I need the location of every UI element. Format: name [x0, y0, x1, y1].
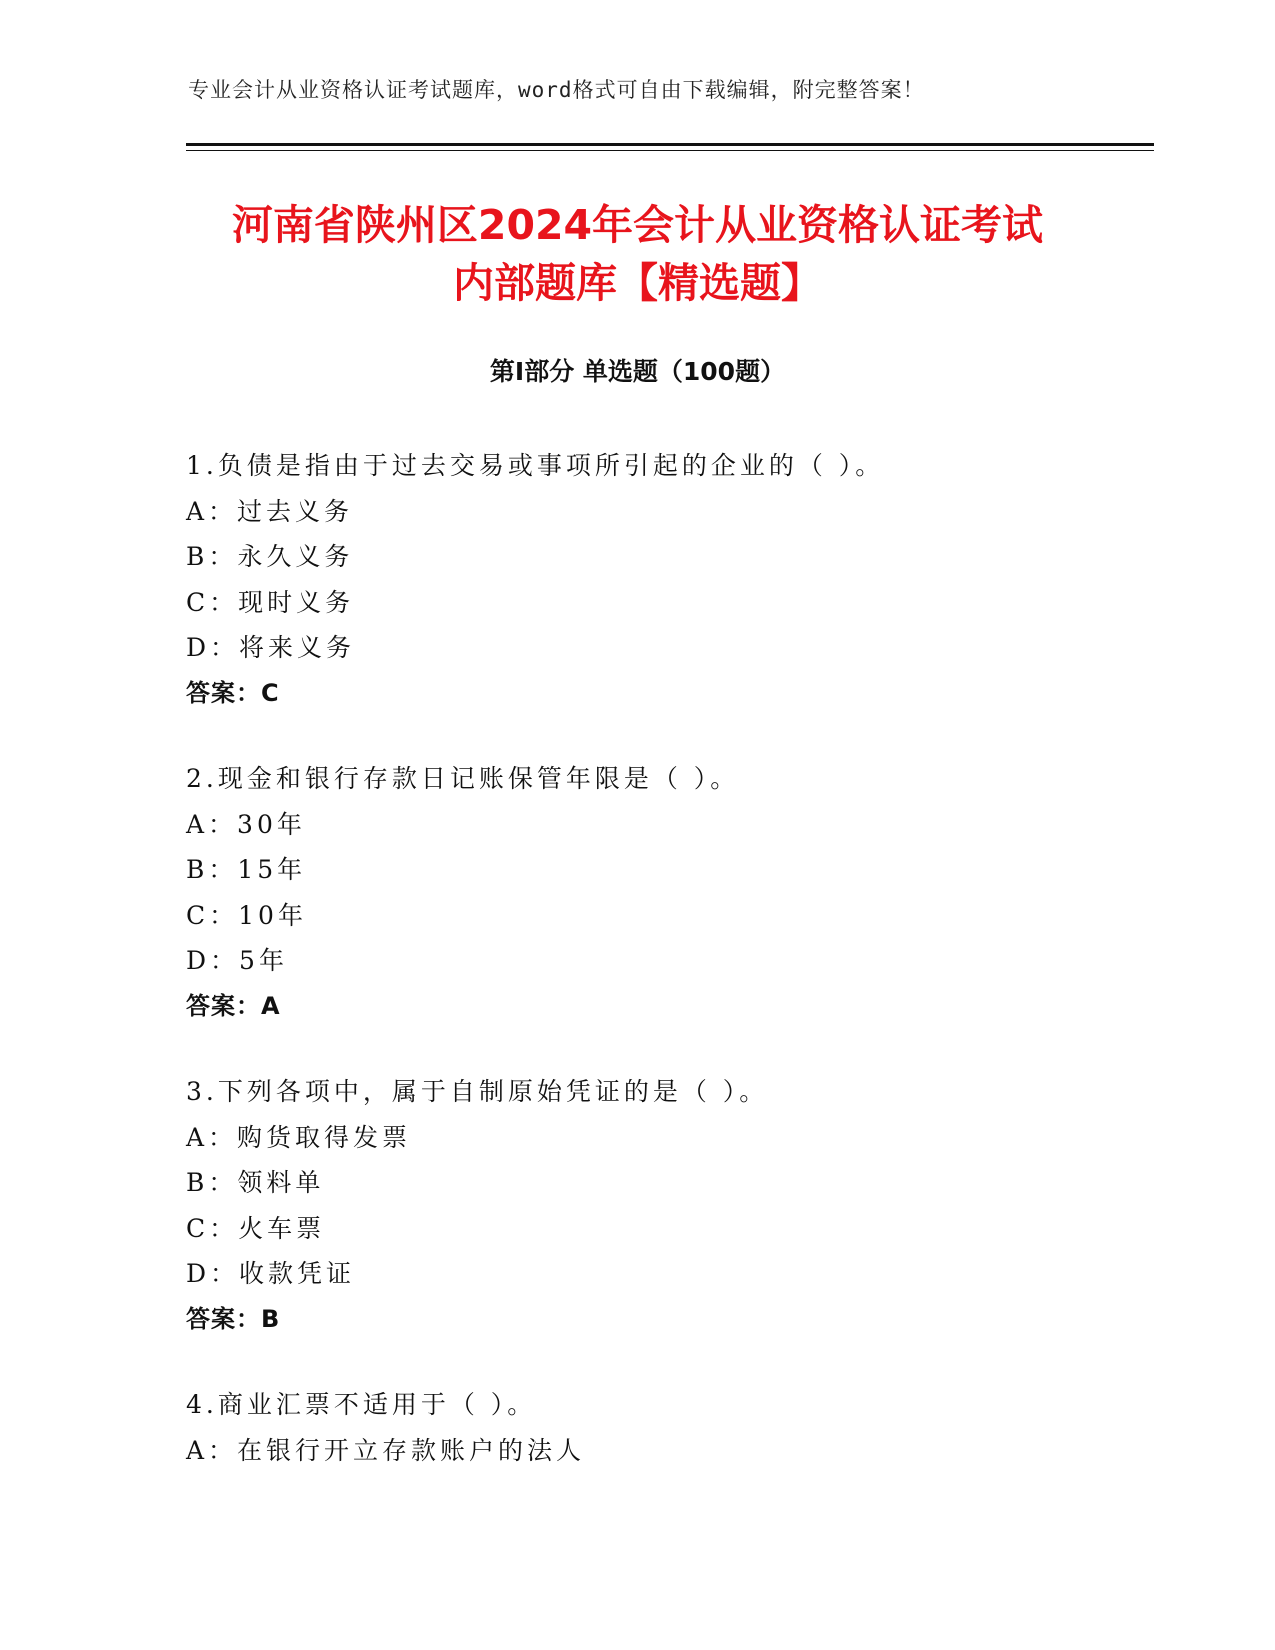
option-a: A：过去义务 [186, 496, 354, 526]
document-title-line-2: 内部题库【精选题】 [453, 259, 822, 307]
option-c: C：10年 [186, 900, 307, 930]
question-4 [186, 1382, 1146, 1473]
document-title [120, 196, 1155, 312]
question-1 [186, 443, 1146, 716]
question-stem: 3.下列各项中，属于自制原始凭证的是（ ）。 [186, 1077, 769, 1106]
option-a: A：购货取得发票 [186, 1122, 412, 1152]
option-c: C：现时义务 [186, 587, 355, 617]
question-2 [186, 756, 1146, 1029]
header-note: 专业会计从业资格认证考试题库，word格式可自由下载编辑，附完整答案！ [188, 78, 925, 102]
option-d: D：收款凭证 [186, 1259, 356, 1288]
document-title-line-1: 河南省陕州区2024年会计从业资格认证考试 [231, 201, 1044, 249]
header-rule-thick [186, 143, 1154, 146]
option-a: A：在银行开立存款账户的法人 [186, 1435, 586, 1465]
header-rule-thin [186, 150, 1154, 151]
answer: 答案：B [186, 1304, 281, 1333]
option-d: D：将来义务 [186, 633, 356, 662]
question-stem: 1.负债是指由于过去交易或事项所引起的企业的（ ）。 [186, 451, 885, 480]
answer: 答案：A [186, 991, 281, 1020]
answer: 答案：C [186, 678, 280, 707]
option-b: B：永久义务 [186, 542, 354, 571]
option-b: B：领料单 [186, 1168, 325, 1197]
option-d: D：5年 [186, 946, 288, 975]
question-3 [186, 1069, 1146, 1342]
section-title: 第Ⅰ部分 单选题（100题） [489, 357, 786, 386]
question-stem: 2.现金和银行存款日记账保管年限是（ ）。 [186, 764, 740, 793]
option-b: B：15年 [186, 855, 307, 884]
question-stem: 4.商业汇票不适用于（ ）。 [186, 1390, 537, 1419]
option-a: A：30年 [186, 809, 306, 839]
option-c: C：火车票 [186, 1213, 326, 1243]
question-list [186, 443, 1146, 1513]
